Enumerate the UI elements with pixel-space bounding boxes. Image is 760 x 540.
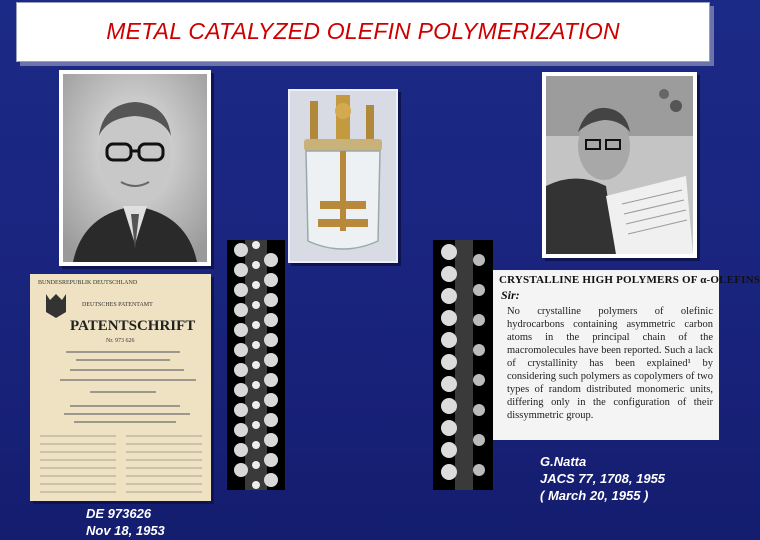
patent-office: DEUTSCHES PATENTAMT (82, 302, 153, 308)
patent-doc-type: PATENTSCHRIFT (70, 318, 196, 334)
jacs-caption-date: ( March 20, 1955 ) (540, 488, 649, 503)
reactor-photo (288, 89, 398, 263)
portrait-photo-right (542, 72, 697, 258)
eagle-emblem-icon (46, 294, 66, 318)
slide-title: METAL CATALYZED OLEFIN POLYMERIZATION (106, 18, 620, 44)
patent-caption-number: DE 973626 (86, 506, 152, 521)
polymer-model-strip-icon (433, 240, 493, 490)
patent-number: Nr. 973 626 (106, 338, 135, 344)
patent-document (30, 274, 211, 501)
jacs-caption-author: G.Natta (540, 454, 587, 469)
jacs-caption (540, 453, 665, 504)
man-reading-icon (546, 76, 693, 254)
patent-caption-date: Nov 18, 1953 (86, 523, 165, 538)
polymer-model-strip-left (227, 240, 285, 490)
abstract-heading: CRYSTALLINE HIGH POLYMERS OF α-OLEFINS (499, 274, 760, 286)
portrait-man-glasses-icon (63, 74, 207, 262)
abstract-body: No crystalline polymers of olefinic hydrocarbons containing asymmetric carbon atoms in the principal chain of the macromolecules have been reported. Such a lack of crystallinity has been explained¹ by considering such polymers as copolymers of two types of random distributed monomeric units, differing only in the configuration of their dissymmetric group. (507, 306, 713, 421)
abstract-salutation: Sir: (501, 288, 520, 302)
polymer-model-strip-icon (227, 240, 285, 490)
jacs-caption-reference: JACS 77, 1708, 1955 (540, 471, 666, 486)
reactor-vessel-icon (290, 91, 396, 261)
title-box (16, 2, 710, 62)
polymer-model-strip-right (433, 240, 493, 490)
jacs-abstract (493, 270, 760, 440)
portrait-photo-left (59, 70, 211, 266)
patent-header: BUNDESREPUBLIK DEUTSCHLAND (38, 280, 138, 286)
patent-caption (86, 505, 165, 539)
